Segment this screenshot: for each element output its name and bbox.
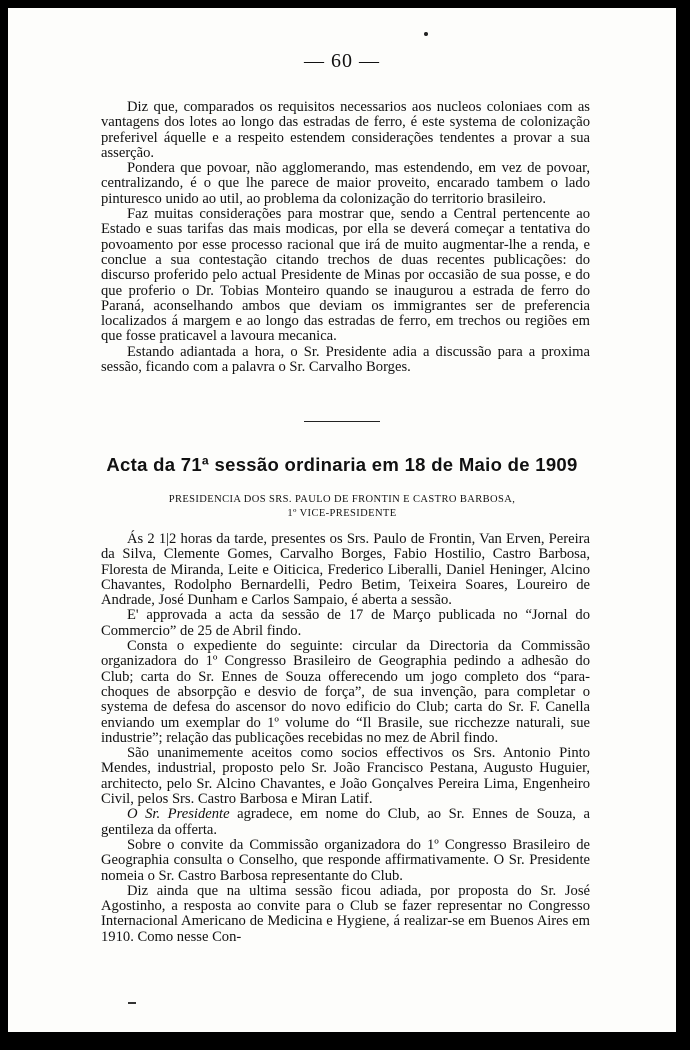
top-text-block: [101, 100, 590, 375]
section-divider: [304, 421, 380, 422]
paragraph: [101, 807, 590, 838]
paragraph: Ás 2 1|2 horas da tarde, presentes os Srs. Paulo de Frontin, Van Erven, Pereira da Silva, Clemente Gomes, Carvalho Borges, Fabio Hostilio, Castro Barbosa, Floresta de Miranda, Leite e Oiticica, Frederico Liberalli, Daniel Heninger, Alcino Chavantes, Rodolpho Bernardelli, Pedro Betim, Teixeira Soares, Loureiro de Andrade, José Dunham e Carlos Sampaio, é aberta a sessão.: [101, 531, 590, 609]
paragraph: Estando adiantada a hora, o Sr. Presidente adia a discussão para a proxima sessão, ficando com a palavra o Sr. Carvalho Borges.: [101, 343, 590, 376]
document-page: [8, 8, 676, 1032]
presidencia-line: 1º VICE-PRESIDENTE: [287, 508, 397, 519]
paragraph-text: agradece, em nome do Club, ao Sr. Ennes de Souza, a gentileza da offerta.: [101, 806, 590, 838]
minutes-text-block: [101, 532, 590, 945]
paragraph: E' approvada a acta da sessão de 17 de Março publicada no “Jornal do Commercio” de 25 de Abril findo.: [101, 607, 590, 639]
presidencia-heading: [8, 493, 676, 521]
paragraph: Diz que, comparados os requisitos necessarios aos nucleos coloniaes com as vantagens dos lotes ao longo das estradas de ferro, é este systema de colonização preferivel áquelle e a respeito estendem considerações tendentes a provar a sua asserção.: [101, 99, 590, 161]
scan-speck: [424, 32, 428, 36]
paragraph: Sobre o convite da Commissão organizadora do 1º Congresso Brasileiro de Geographia consulta o Conselho, que responde affirmativamente. O Sr. Presidente nomeia o Sr. Castro Barbosa representante do Club.: [101, 836, 590, 884]
paragraph: Consta o expediente do seguinte: circular da Directoria da Commissão organizadora do 1º Congresso Brasileiro de Geographia pedindo a adhesão do Club; carta do Sr. Ennes de Souza offerecendo um jogo completo dos “para-choques de absorpção e desvio de força”, de sua invenção, para completar o systema de defesa do ascensor do novo edificio do Club; carta do Sr. F. Canella enviando um exemplar do 1º volume do “Il Brasile, sue ricchezze naturali, sue industrie”; relação das publicações recebidas no mez de Abril findo.: [101, 638, 590, 746]
paragraph: Faz muitas considerações para mostrar que, sendo a Central pertencente ao Estado e suas tarifas das mais modicas, por ella se deverá começar a tentativa do povoamento por esse processo racional que irá de muito augmentar-lhe a renda, e conclue a sua contestação citando trechos de duas recentes publicações: do discurso proferido pelo actual Presidente de Minas por occasião de sua posse, e do que proferio o Dr. Tobias Monteiro quando se inaugurou a estrada de ferro do Paraná, aconselhando ambos que deviam os immigrantes ser de preferencia localizados á margem e ao longo das estradas de ferro, em trechos ou regiões em que fosse praticavel a lavoura mecanica.: [101, 206, 590, 345]
paragraph: Diz ainda que na ultima sessão ficou adiada, por proposta do Sr. José Agostinho, a resposta ao convite para o Club se fazer representar no Congresso Internacional Americano de Medicina e Hygiene, á realizar-se em Buenos Aires em 1910. Como nesse Con-: [101, 882, 590, 945]
acta-title: Acta da 71ª sessão ordinaria em 18 de Maio de 1909: [106, 454, 578, 475]
page-number: — 60 —: [304, 50, 380, 72]
italic-speaker: O Sr. Presidente: [127, 806, 230, 823]
scan-mark: [128, 1002, 136, 1004]
presidencia-line: PRESIDENCIA DOS SRS. PAULO DE FRONTIN E CASTRO BARBOSA,: [168, 494, 516, 505]
paragraph: Pondera que povoar, não agglomerando, mas estendendo, em vez de povoar, centralizando, é o que lhe parece de maior proveito, encarado tambem o lado pinturesco unido ao util, ao problema da colonização do territorio brasileiro.: [101, 160, 590, 207]
paragraph: São unanimemente aceitos como socios effectivos os Srs. Antonio Pinto Mendes, industrial, proposto pelo Sr. João Francisco Pestana, Augusto Huguier, architecto, pelo Sr. Alcino Chavantes, e João Gonçalves Pereira Lima, Engenheiro Civil, pelos Srs. Castro Barbosa e Miran Latif.: [101, 745, 590, 808]
